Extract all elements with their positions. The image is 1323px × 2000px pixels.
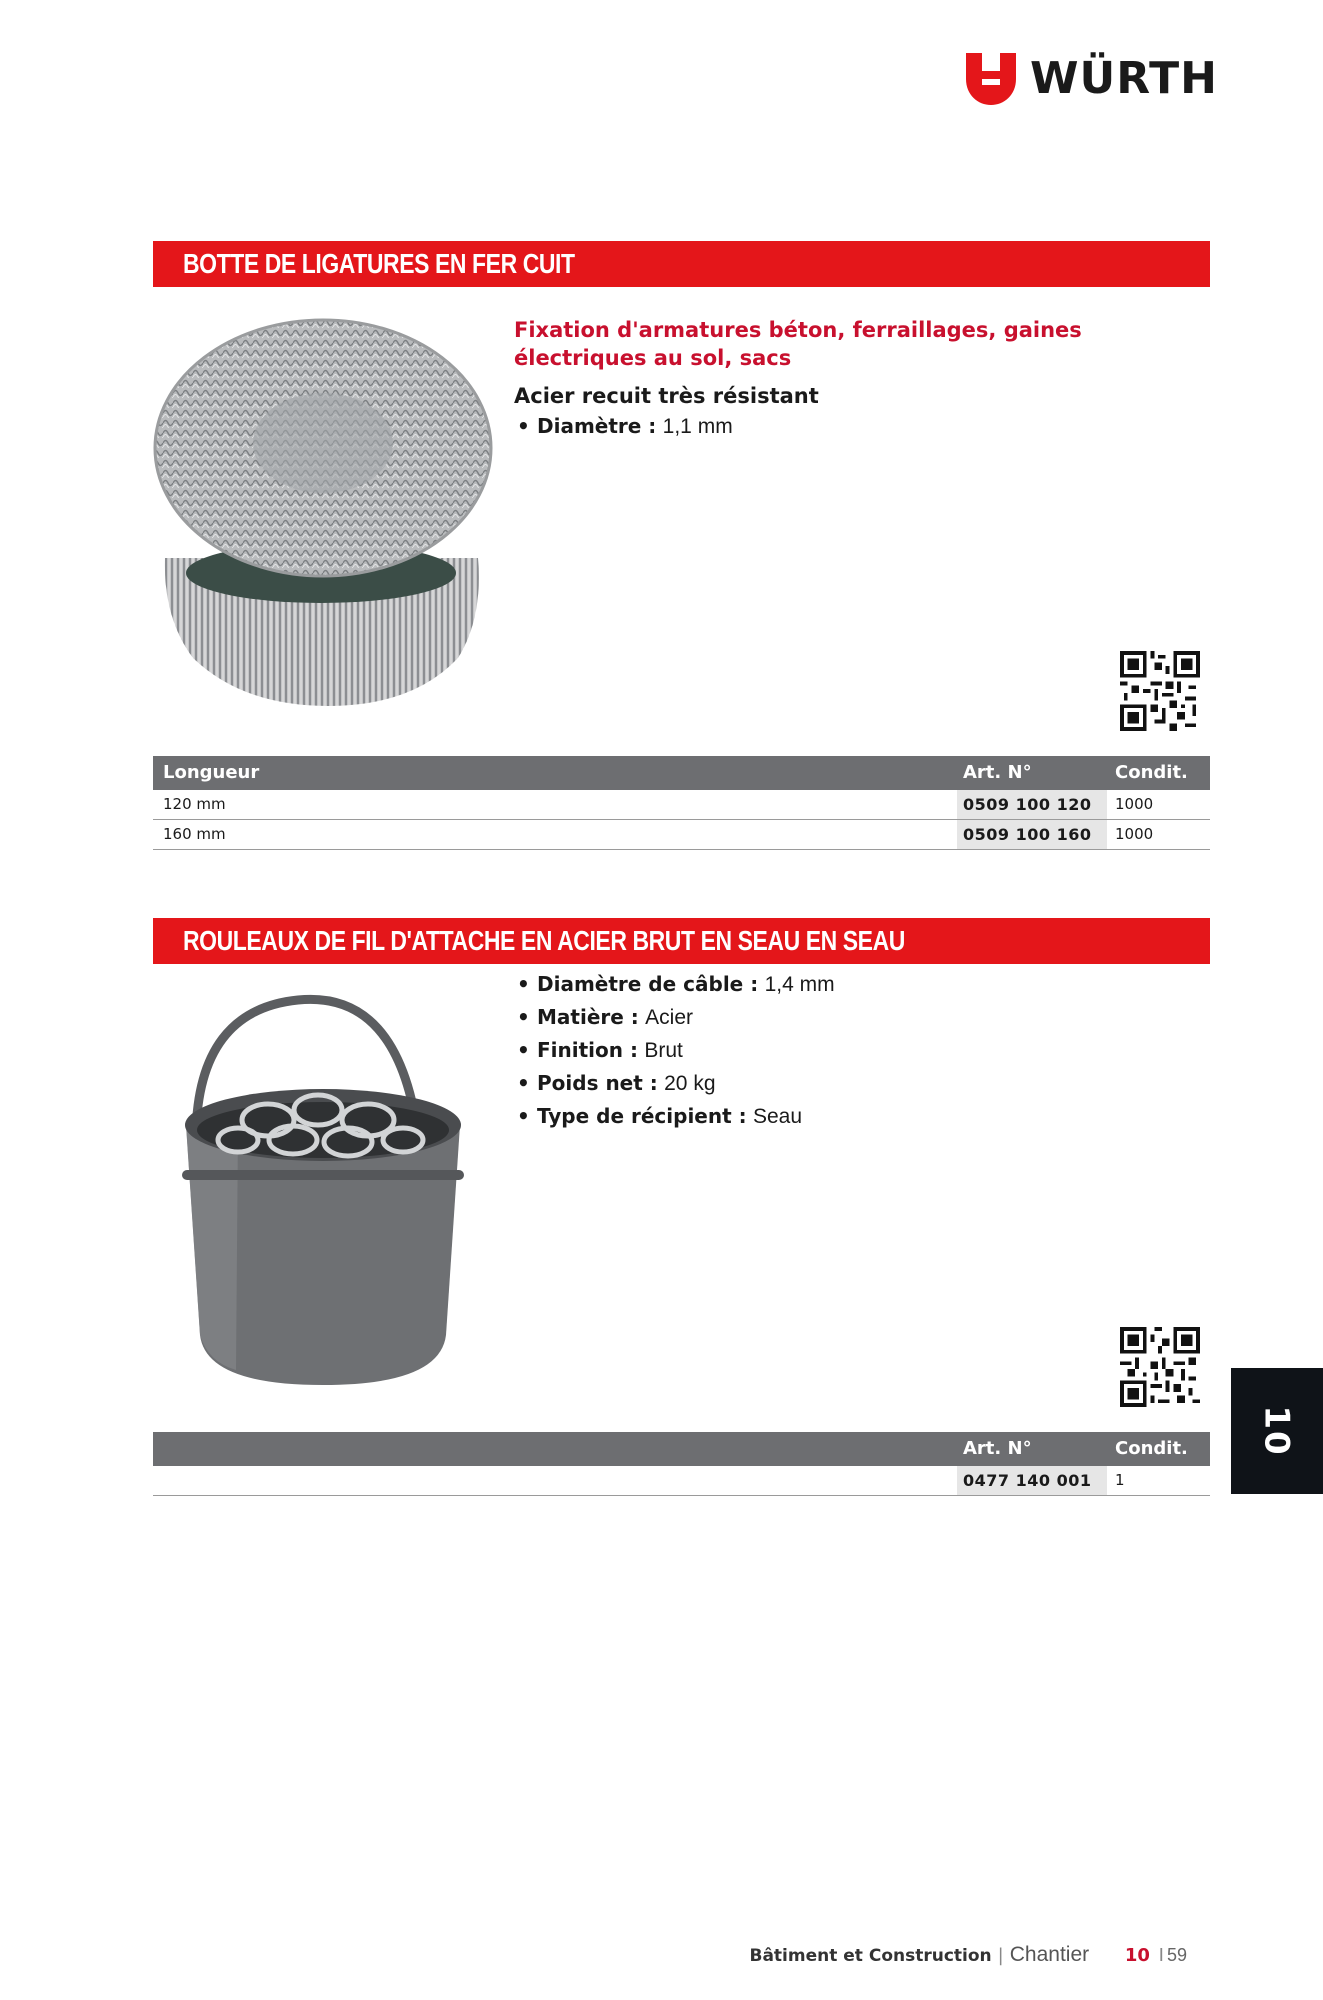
section2-bullet	[514, 968, 1214, 1001]
wurth-logo-icon	[966, 53, 1016, 105]
bullet-label: Diamètre :	[537, 414, 657, 438]
footer-page-separator: I	[1158, 1945, 1164, 1966]
qr-code-1[interactable]	[1120, 651, 1200, 731]
bullet-label: Type de récipient :	[537, 1104, 747, 1128]
table-row	[153, 790, 1210, 820]
bullet-dot: •	[517, 972, 530, 996]
bullet-dot: •	[517, 1071, 530, 1095]
footer-page-number: 59	[1166, 1945, 1187, 1965]
section2-description	[514, 968, 1214, 1133]
header-art-number: Art. N°	[963, 762, 1032, 783]
section2-bullet	[514, 1001, 1214, 1034]
section1-bullet	[514, 410, 1214, 443]
section1-title-bar	[153, 241, 1210, 287]
cell-condit: 1	[1115, 1471, 1125, 1489]
bullet-dot: •	[517, 1038, 530, 1062]
cell-art-number[interactable]: 0477 140 001	[957, 1466, 1107, 1495]
header-art-number: Art. N°	[963, 1438, 1032, 1459]
footer-section: Bâtiment et Construction	[749, 1946, 992, 1966]
footer-subsection: Chantier	[1009, 1943, 1090, 1966]
bullet-dot: •	[517, 414, 530, 438]
section2-bullet	[514, 1100, 1214, 1133]
cell-art-number[interactable]: 0509 100 120	[957, 790, 1107, 819]
cell-art-number[interactable]: 0509 100 160	[957, 820, 1107, 849]
section2-bullet	[514, 1067, 1214, 1100]
section1-description	[514, 316, 1214, 443]
table-row	[153, 1466, 1210, 1496]
cell-length: 160 mm	[163, 825, 226, 843]
bullet-value: 1,1 mm	[662, 415, 733, 438]
cell-condit: 1000	[1115, 825, 1154, 843]
section2-table	[153, 1432, 1210, 1496]
header-length: Longueur	[163, 762, 260, 783]
chapter-number: 10	[1256, 1405, 1297, 1457]
bullet-label: Finition :	[537, 1038, 638, 1062]
cell-condit: 1000	[1115, 795, 1154, 813]
wire-bucket-image	[178, 990, 468, 1390]
bullet-value: 1,4 mm	[764, 973, 835, 996]
bullet-label: Diamètre de câble :	[537, 972, 759, 996]
header-condit: Condit.	[1115, 1438, 1188, 1459]
section2-title-bar	[153, 918, 1210, 964]
header-condit: Condit.	[1115, 762, 1188, 783]
page-footer	[750, 1943, 1188, 1967]
bullet-value: 20 kg	[664, 1072, 716, 1095]
table-header	[153, 1432, 1210, 1466]
section2-title: ROULEAUX DE FIL D'ATTACHE EN ACIER BRUT EN SEAU EN SEAU	[183, 925, 905, 956]
brand-name: WÜRTH	[1030, 53, 1219, 104]
chapter-tab[interactable]	[1231, 1368, 1323, 1494]
bullet-dot: •	[517, 1104, 530, 1128]
section1-subtitle: Fixation d'armatures béton, ferraillages, gaines électriques au sol, sacs	[514, 318, 1082, 370]
bullet-dot: •	[517, 1005, 530, 1029]
bullet-value: Acier	[645, 1006, 693, 1029]
wire-bundle-image	[153, 318, 493, 708]
wurth-logo	[966, 53, 1218, 105]
bullet-value: Brut	[644, 1039, 683, 1062]
footer-separator: |	[997, 1945, 1004, 1966]
footer-chapter: 10	[1124, 1945, 1150, 1966]
bullet-label: Matière :	[537, 1005, 639, 1029]
bullet-value: Seau	[753, 1105, 803, 1128]
cell-length: 120 mm	[163, 795, 226, 813]
section1-title: BOTTE DE LIGATURES EN FER CUIT	[183, 248, 575, 279]
table-row	[153, 820, 1210, 850]
section1-feature: Acier recuit très résistant	[514, 384, 819, 408]
qr-code-2[interactable]	[1120, 1327, 1200, 1407]
table-header	[153, 756, 1210, 790]
section1-table	[153, 756, 1210, 850]
section2-bullet	[514, 1034, 1214, 1067]
bullet-label: Poids net :	[537, 1071, 658, 1095]
